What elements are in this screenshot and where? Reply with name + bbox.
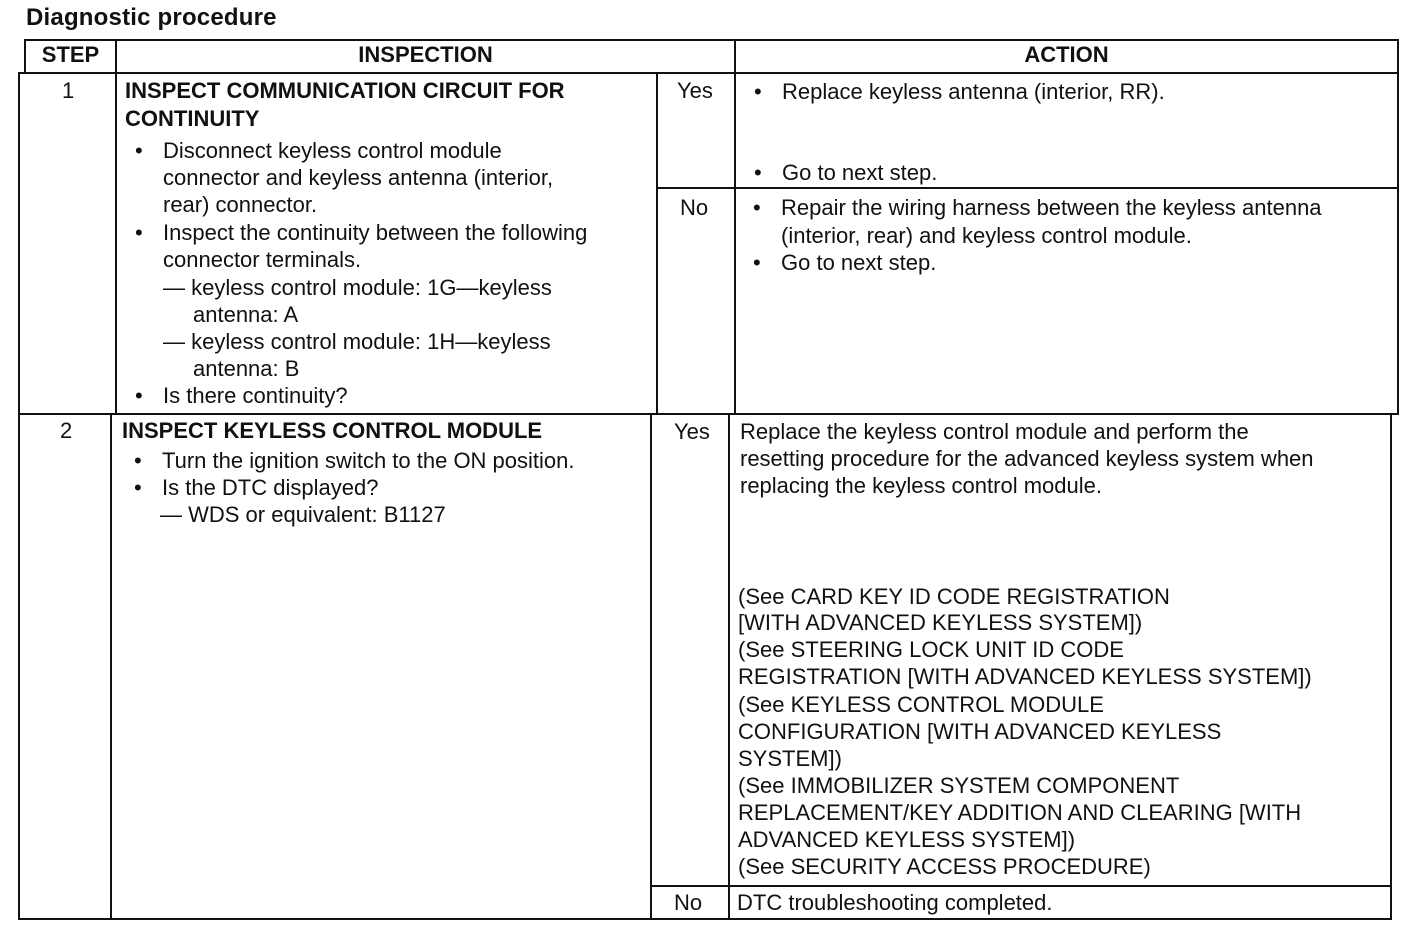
header-inspection: INSPECTION — [358, 42, 493, 67]
action-item: resetting procedure for the advanced keyless system when — [740, 446, 1314, 471]
step-number: 2 — [60, 418, 73, 443]
reference-note: (See STEERING LOCK UNIT ID CODE — [738, 637, 1124, 662]
action-item: • Go to next step. — [781, 249, 936, 276]
inspection-item: • Is there continuity? — [163, 382, 348, 409]
action-item: • Replace keyless antenna (interior, RR). — [782, 78, 1165, 105]
inspection-item: connector terminals. — [163, 247, 362, 272]
inspection-item: • Disconnect keyless control module — [163, 137, 502, 164]
action-item: • Go to next step. — [782, 159, 937, 186]
no-label: No — [674, 890, 703, 915]
inspection-item: • Is the DTC displayed? — [162, 474, 378, 501]
yesno-column-rule — [650, 413, 652, 920]
reference-note: [WITH ADVANCED KEYLESS SYSTEM]) — [738, 610, 1143, 635]
yes-label: Yes — [677, 78, 713, 103]
reference-note: CONFIGURATION [WITH ADVANCED KEYLESS — [738, 719, 1222, 744]
action-item: replacing the keyless control module. — [740, 473, 1102, 498]
step-heading: INSPECT KEYLESS CONTROL MODULE — [122, 418, 543, 443]
inspection-item: • Inspect the continuity between the following — [163, 219, 587, 246]
yesno-column-rule — [656, 72, 658, 415]
inspection-item: — keyless control module: 1G—keyless — [163, 275, 552, 300]
action-item: Replace the keyless control module and perform the — [740, 419, 1249, 444]
action-item: DTC troubleshooting completed. — [737, 890, 1053, 915]
reference-note: ADVANCED KEYLESS SYSTEM]) — [738, 827, 1076, 852]
inspection-item: • Turn the ignition switch to the ON position. — [162, 447, 575, 474]
step-number: 1 — [62, 78, 75, 103]
inspection-column-rule — [734, 39, 736, 415]
action-item: (interior, rear) and keyless control module. — [781, 223, 1192, 248]
header-rule — [18, 72, 1399, 74]
table-border-bottom — [18, 918, 1392, 920]
yes-label: Yes — [674, 419, 710, 444]
reference-note: REPLACEMENT/KEY ADDITION AND CLEARING [WITH — [738, 800, 1302, 825]
reference-note: (See CARD KEY ID CODE REGISTRATION — [738, 584, 1170, 609]
inspection-column-rule — [728, 413, 730, 920]
inspection-item: antenna: A — [193, 302, 299, 327]
yes-no-divider-2 — [651, 885, 1392, 887]
inspection-item: connector and keyless antenna (interior, — [163, 165, 554, 190]
reference-note: SYSTEM]) — [738, 746, 842, 771]
step-divider — [18, 413, 1399, 415]
step-column-rule — [110, 413, 112, 920]
reference-note: (See IMMOBILIZER SYSTEM COMPONENT — [738, 773, 1180, 798]
reference-note: REGISTRATION [WITH ADVANCED KEYLESS SYSTEM]) — [738, 664, 1312, 689]
action-item: • Repair the wiring harness between the keyless antenna — [781, 194, 1322, 221]
table-border-right — [1397, 39, 1399, 415]
inspection-item: — keyless control module: 1H—keyless — [163, 329, 551, 354]
step-heading: INSPECT COMMUNICATION CIRCUIT FOR — [125, 78, 565, 103]
table-border-top — [24, 39, 1399, 41]
no-label: No — [680, 195, 709, 220]
step-heading: CONTINUITY — [125, 106, 260, 131]
table-border-right — [1390, 413, 1392, 920]
header-step: STEP — [41, 42, 100, 67]
header-action: ACTION — [1024, 42, 1109, 67]
reference-note: (See SECURITY ACCESS PROCEDURE) — [738, 854, 1151, 879]
table-border-left — [18, 72, 20, 920]
inspection-item: rear) connector. — [163, 192, 318, 217]
page-title: Diagnostic procedure — [26, 4, 277, 31]
yes-no-divider-1 — [657, 187, 1399, 189]
reference-note: (See KEYLESS CONTROL MODULE — [738, 692, 1104, 717]
step-column-rule — [115, 39, 117, 415]
inspection-item: antenna: B — [193, 356, 300, 381]
inspection-item: — WDS or equivalent: B1127 — [160, 502, 446, 527]
